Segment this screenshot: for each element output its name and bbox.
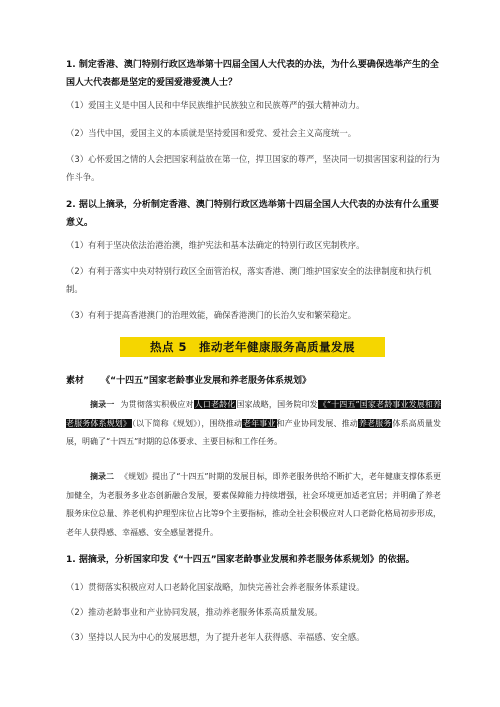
question-2-heading: 2. 据以上摘录，分析制定香港、澳门特别行政区选举第十四届全国人大代表的办法有什么重要意义。 (66, 200, 439, 228)
answer-3-2: （2）推动老龄事业和产业协同发展，推动养老服务体系高质量发展。 (66, 607, 323, 617)
excerpt-2 (66, 468, 441, 542)
answer-1-2: （2）当代中国，爱国主义的本质就是坚持爱国和爱党、爱社会主义高度统一。 (66, 128, 357, 138)
answer-2-2: （2）有利于落实中央对特别行政区全面管治权，落实香港、澳门维护国家安全的法律制度和执行机制。 (66, 266, 432, 294)
excerpt-2-label: 摘录二 (90, 472, 115, 481)
answer-1-3: （3）心怀爱国之情的人会把国家利益放在第一位，捍卫国家的尊严，坚决同一切损害国家利益的行为作斗争。 (66, 154, 440, 182)
answer-1-1: （1）爱国主义是中国人民和中华民族维护民族独立和民族尊严的强大精神动力。 (66, 100, 365, 110)
excerpt-1-text-b: 国家战略，国务院印发 (236, 400, 318, 409)
answer-2-1: （1）有利于坚决依法治港治澳，维护宪法和基本法确定的特别行政区宪制秩序。 (66, 240, 365, 250)
hotspot-banner (120, 337, 385, 357)
question-1-heading: 1. 制定香港、澳门特别行政区选举第十四届全国人大代表的办法，为什么要确保选举产生的全国人大代表都是坚定的爱国爱港爱澳人士？ (66, 60, 439, 88)
highlight-aging: 人口老龄化 (194, 400, 236, 409)
excerpt-1 (66, 396, 441, 452)
material-heading (66, 373, 311, 386)
excerpt-2-text: 《规划》提出了“十四五”时期的发展目标，即养老服务供给不断扩大，老年健康支撑体系更加健全，为老服务多业态创新融合发展，要素保障能力持续增强，社会环境更加适老宜居；并明确了养老服务床位总量、养老机构护理型床位占比等9个主要指标，推动全社会积极应对人口老龄化格局初步形成，老年人获得感、幸福感、安全感显著提升。 (66, 472, 441, 537)
excerpt-1-text-a: 为贯彻落实积极应对 (120, 400, 194, 409)
excerpt-1-text-c: （以下简称《规划》），围绕推动 (132, 418, 243, 428)
material-label: 素材 (66, 376, 85, 386)
excerpt-1-text-d: 和产业协同发展、推动 (276, 418, 358, 428)
answer-2-3: （3）有利于提高香港澳门的治理效能，确保香港澳门的长治久安和繁荣稳定。 (66, 310, 357, 320)
excerpt-1-label: 摘录一 (90, 400, 115, 409)
highlight-elderly-service: 养老服务 (358, 418, 392, 428)
answer-3-1: （1）贯彻落实积极应对人口老龄化国家战略，加快完善社会养老服务体系建设。 (66, 582, 365, 592)
excerpt-1-text-e: 体系高质量发展，明确了“十四五”时期的总体要求、主要目标和工作任务。 (66, 418, 442, 446)
highlight-plan-title: 《“十四五”国家老龄事业发展和养老服务体系规划》 (66, 400, 442, 428)
material-title: 《“十四五”国家老龄事业发展和养老服务体系规划》 (101, 376, 311, 386)
hotspot-title: 推动老年健康服务高质量发展 (199, 340, 355, 354)
question-3-heading: 1. 据摘录，分析国家印发《“十四五”国家老龄事业发展和养老服务体系规划》的依据。 (66, 555, 415, 565)
answer-3-3: （3）坚持以人民为中心的发展思想，为了提升老年人获得感、幸福感、安全感。 (66, 632, 365, 642)
highlight-elderly-cause: 老年事业 (243, 418, 276, 428)
hotspot-number: 热点 5 (149, 340, 187, 354)
